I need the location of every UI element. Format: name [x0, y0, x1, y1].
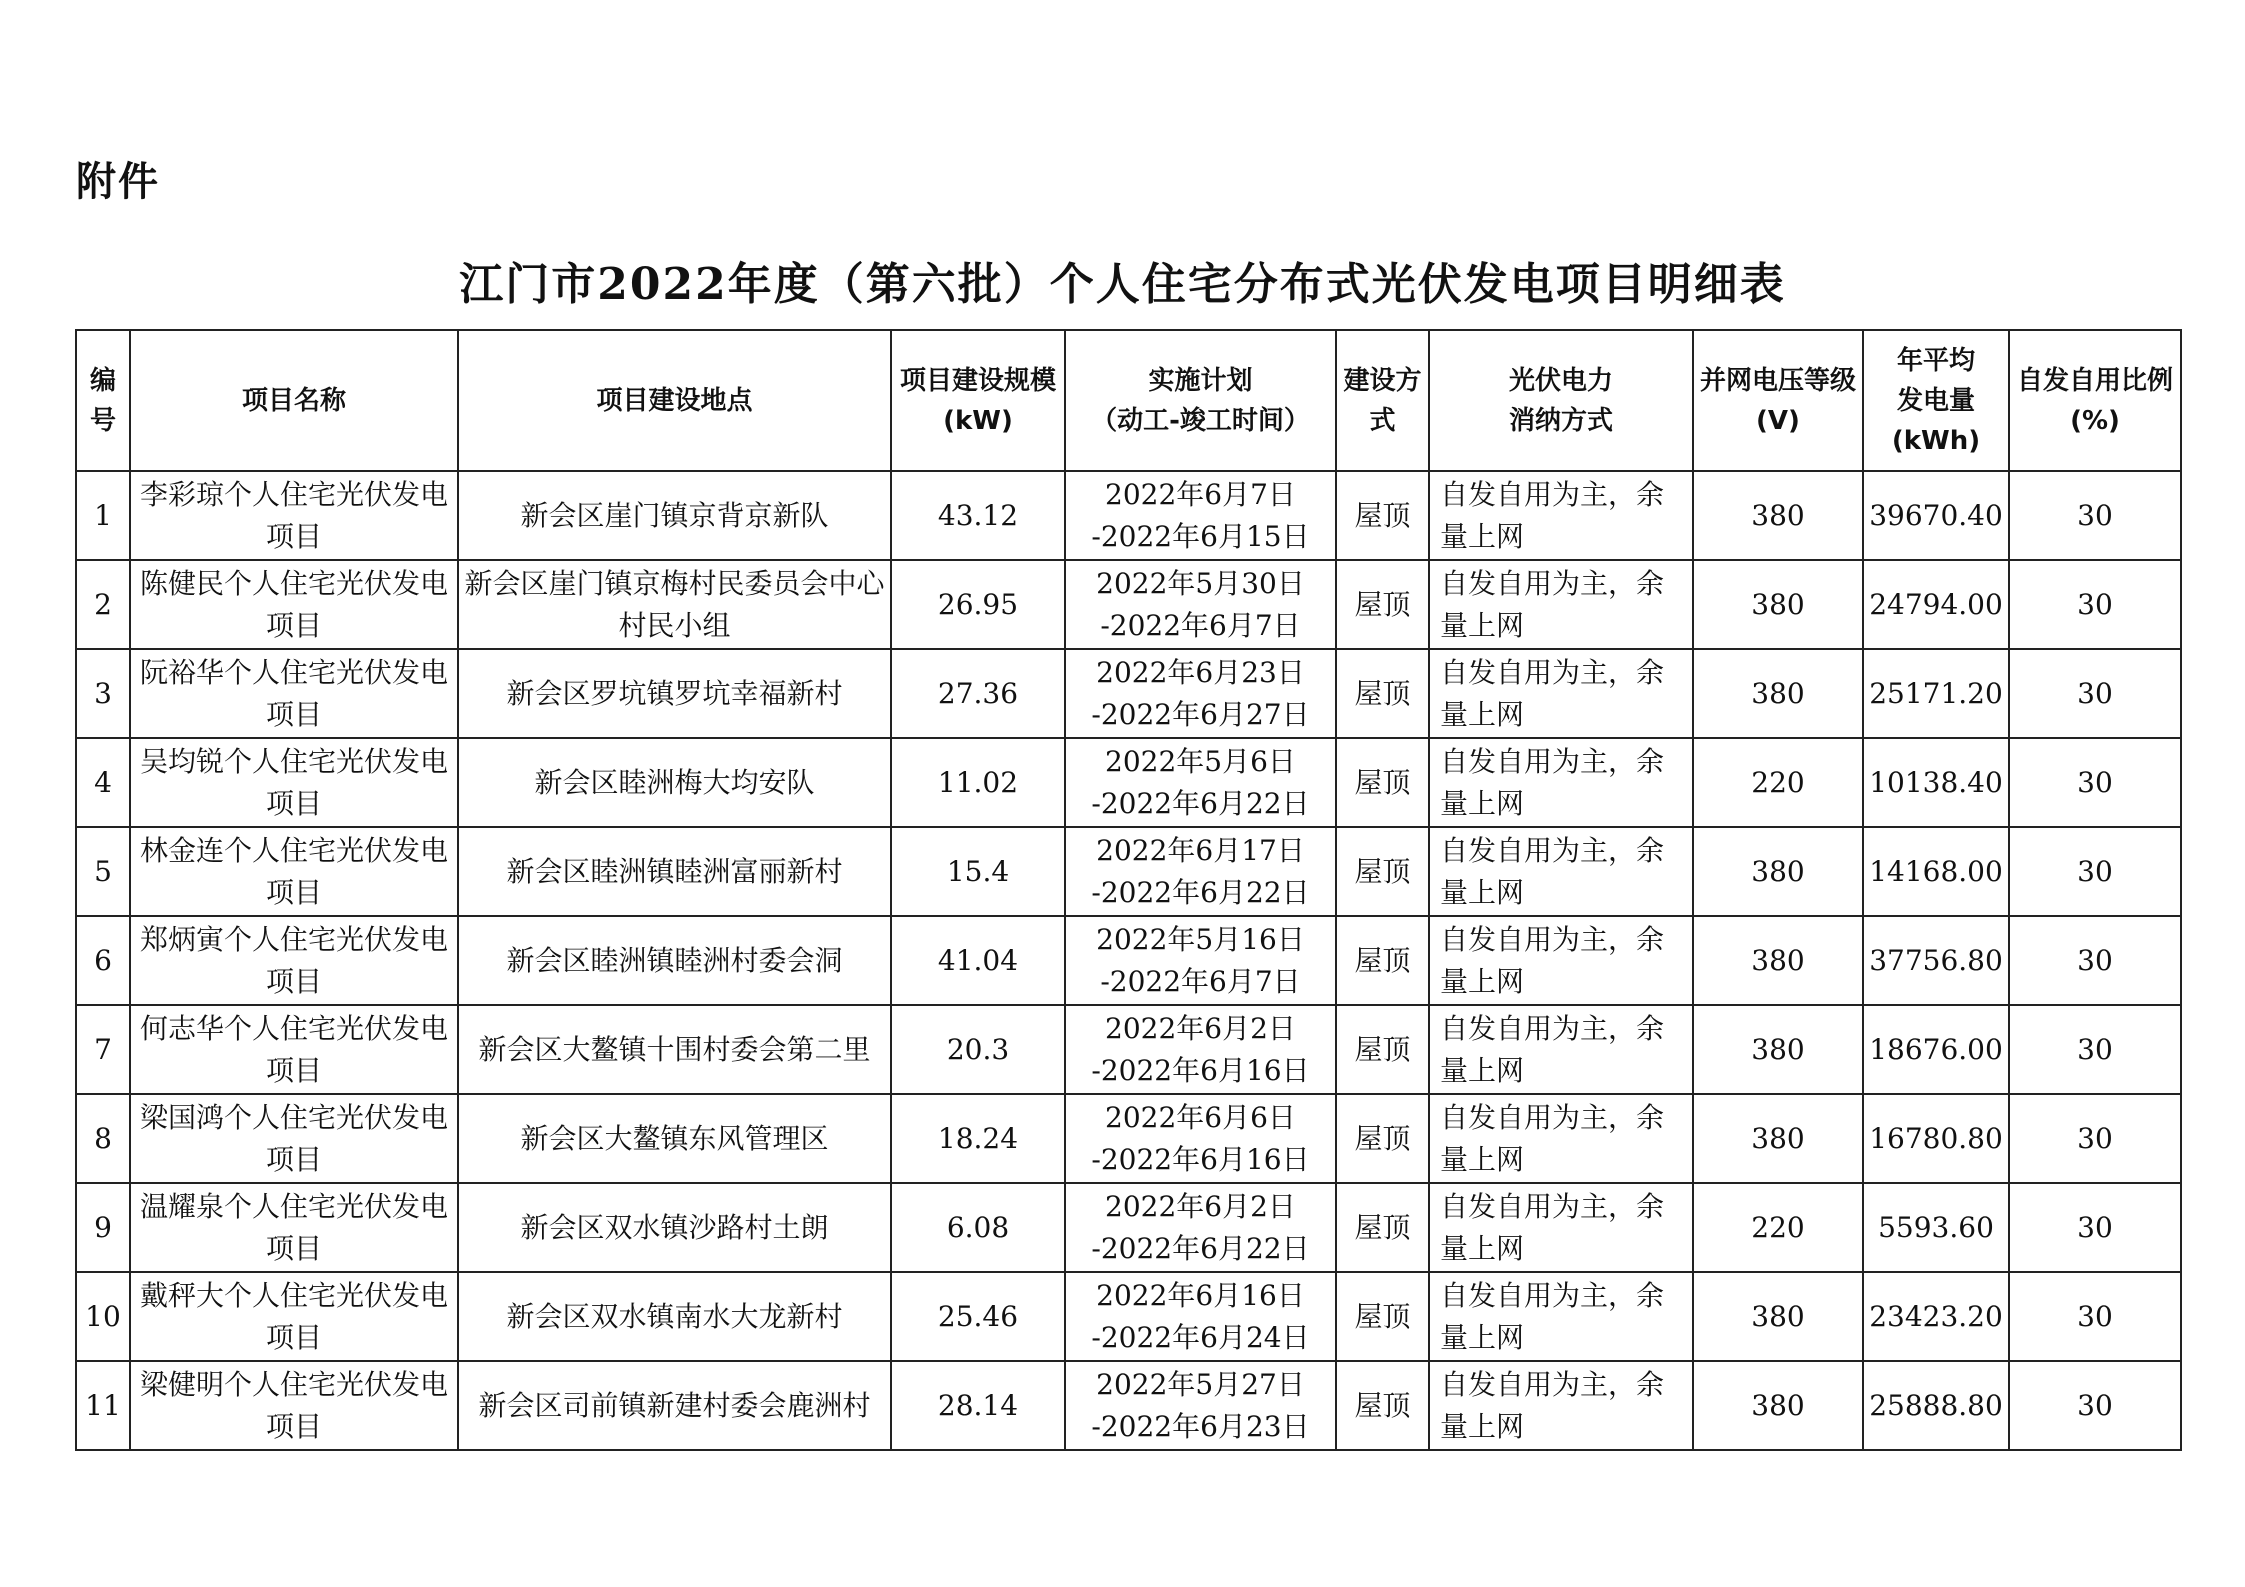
document-title: 江门市2022年度（第六批）个人住宅分布式光伏发电项目明细表: [459, 259, 1786, 310]
header-no: 编号: [76, 330, 130, 471]
cell-voltage: 380: [1693, 1094, 1863, 1183]
table-row: [76, 471, 2181, 560]
cell-no: 5: [76, 827, 130, 916]
cell-ratio: 30: [2009, 916, 2181, 1005]
table-row: [76, 827, 2181, 916]
cell-ratio: 30: [2009, 1183, 2181, 1272]
cell-voltage: 380: [1693, 1361, 1863, 1450]
cell-plan: 2022年5月16日 -2022年6月7日: [1065, 916, 1336, 1005]
header-method: 建设方式: [1336, 330, 1429, 471]
cell-consume-method: 自发自用为主，余量上网: [1429, 1094, 1693, 1183]
cell-method: 屋顶: [1336, 827, 1429, 916]
cell-project-name: 梁健明个人住宅光伏发电项目: [130, 1361, 458, 1450]
cell-plan: 2022年6月7日 -2022年6月15日: [1065, 471, 1336, 560]
cell-energy: 25888.80: [1863, 1361, 2009, 1450]
cell-consume-method: 自发自用为主，余量上网: [1429, 916, 1693, 1005]
table-row: [76, 1094, 2181, 1183]
cell-no: 4: [76, 738, 130, 827]
cell-voltage: 380: [1693, 649, 1863, 738]
cell-location: 新会区大鳌镇东风管理区: [458, 1094, 891, 1183]
table-row: [76, 1183, 2181, 1272]
cell-no: 2: [76, 560, 130, 649]
cell-consume-method: 自发自用为主，余量上网: [1429, 827, 1693, 916]
header-name: 项目名称: [130, 330, 458, 471]
cell-energy: 18676.00: [1863, 1005, 2009, 1094]
cell-scale: 20.3: [891, 1005, 1065, 1094]
cell-plan: 2022年6月23日 -2022年6月27日: [1065, 649, 1336, 738]
cell-no: 10: [76, 1272, 130, 1361]
cell-scale: 27.36: [891, 649, 1065, 738]
cell-consume-method: 自发自用为主，余量上网: [1429, 1361, 1693, 1450]
cell-project-name: 吴均锐个人住宅光伏发电项目: [130, 738, 458, 827]
cell-consume-method: 自发自用为主，余量上网: [1429, 471, 1693, 560]
cell-energy: 5593.60: [1863, 1183, 2009, 1272]
cell-plan: 2022年6月6日 -2022年6月16日: [1065, 1094, 1336, 1183]
cell-method: 屋顶: [1336, 1005, 1429, 1094]
cell-scale: 41.04: [891, 916, 1065, 1005]
cell-scale: 43.12: [891, 471, 1065, 560]
header-scale: 项目建设规模 (kW): [891, 330, 1065, 471]
attachment-label: 附件: [76, 159, 160, 205]
cell-location: 新会区睦洲镇睦洲村委会洞: [458, 916, 891, 1005]
table-row: [76, 1272, 2181, 1361]
cell-scale: 18.24: [891, 1094, 1065, 1183]
cell-location: 新会区双水镇沙路村土朗: [458, 1183, 891, 1272]
cell-scale: 28.14: [891, 1361, 1065, 1450]
header-voltage: 并网电压等级 (V): [1693, 330, 1863, 471]
cell-plan: 2022年6月2日 -2022年6月16日: [1065, 1005, 1336, 1094]
cell-ratio: 30: [2009, 738, 2181, 827]
cell-voltage: 380: [1693, 1005, 1863, 1094]
cell-no: 1: [76, 471, 130, 560]
cell-energy: 25171.20: [1863, 649, 2009, 738]
cell-ratio: 30: [2009, 1094, 2181, 1183]
cell-energy: 39670.40: [1863, 471, 2009, 560]
cell-no: 11: [76, 1361, 130, 1450]
cell-project-name: 李彩琼个人住宅光伏发电项目: [130, 471, 458, 560]
cell-energy: 23423.20: [1863, 1272, 2009, 1361]
cell-method: 屋顶: [1336, 916, 1429, 1005]
cell-scale: 25.46: [891, 1272, 1065, 1361]
cell-project-name: 郑炳寅个人住宅光伏发电项目: [130, 916, 458, 1005]
cell-consume-method: 自发自用为主，余量上网: [1429, 560, 1693, 649]
cell-method: 屋顶: [1336, 1183, 1429, 1272]
header-row: [76, 330, 2181, 471]
cell-energy: 37756.80: [1863, 916, 2009, 1005]
cell-ratio: 30: [2009, 560, 2181, 649]
header-location: 项目建设地点: [458, 330, 891, 471]
cell-voltage: 380: [1693, 827, 1863, 916]
cell-plan: 2022年5月27日 -2022年6月23日: [1065, 1361, 1336, 1450]
cell-energy: 24794.00: [1863, 560, 2009, 649]
cell-method: 屋顶: [1336, 1272, 1429, 1361]
cell-method: 屋顶: [1336, 649, 1429, 738]
cell-plan: 2022年5月6日 -2022年6月22日: [1065, 738, 1336, 827]
cell-no: 9: [76, 1183, 130, 1272]
cell-ratio: 30: [2009, 649, 2181, 738]
cell-method: 屋顶: [1336, 471, 1429, 560]
cell-location: 新会区罗坑镇罗坑幸福新村: [458, 649, 891, 738]
cell-location: 新会区崖门镇京背京新队: [458, 471, 891, 560]
cell-consume-method: 自发自用为主，余量上网: [1429, 1183, 1693, 1272]
cell-scale: 26.95: [891, 560, 1065, 649]
cell-no: 8: [76, 1094, 130, 1183]
cell-location: 新会区大鳌镇十围村委会第二里: [458, 1005, 891, 1094]
cell-energy: 16780.80: [1863, 1094, 2009, 1183]
cell-consume-method: 自发自用为主，余量上网: [1429, 1005, 1693, 1094]
table-row: [76, 916, 2181, 1005]
cell-plan: 2022年6月2日 -2022年6月22日: [1065, 1183, 1336, 1272]
cell-project-name: 陈健民个人住宅光伏发电项目: [130, 560, 458, 649]
cell-location: 新会区崖门镇京梅村民委员会中心村民小组: [458, 560, 891, 649]
cell-voltage: 380: [1693, 560, 1863, 649]
cell-ratio: 30: [2009, 1361, 2181, 1450]
cell-energy: 10138.40: [1863, 738, 2009, 827]
cell-location: 新会区睦洲镇睦洲富丽新村: [458, 827, 891, 916]
header-ratio: 自发自用比例 (%): [2009, 330, 2181, 471]
cell-scale: 11.02: [891, 738, 1065, 827]
cell-location: 新会区双水镇南水大龙新村: [458, 1272, 891, 1361]
cell-project-name: 阮裕华个人住宅光伏发电项目: [130, 649, 458, 738]
cell-ratio: 30: [2009, 1005, 2181, 1094]
header-consume: 光伏电力 消纳方式: [1429, 330, 1693, 471]
cell-no: 6: [76, 916, 130, 1005]
cell-plan: 2022年5月30日 -2022年6月7日: [1065, 560, 1336, 649]
cell-scale: 6.08: [891, 1183, 1065, 1272]
cell-method: 屋顶: [1336, 738, 1429, 827]
cell-project-name: 戴秤大个人住宅光伏发电项目: [130, 1272, 458, 1361]
cell-project-name: 梁国鸿个人住宅光伏发电项目: [130, 1094, 458, 1183]
cell-location: 新会区睦洲梅大均安队: [458, 738, 891, 827]
cell-method: 屋顶: [1336, 560, 1429, 649]
cell-voltage: 220: [1693, 1183, 1863, 1272]
cell-project-name: 林金连个人住宅光伏发电项目: [130, 827, 458, 916]
cell-plan: 2022年6月17日 -2022年6月22日: [1065, 827, 1336, 916]
cell-plan: 2022年6月16日 -2022年6月24日: [1065, 1272, 1336, 1361]
cell-ratio: 30: [2009, 1272, 2181, 1361]
cell-consume-method: 自发自用为主，余量上网: [1429, 738, 1693, 827]
cell-project-name: 温耀泉个人住宅光伏发电项目: [130, 1183, 458, 1272]
cell-method: 屋顶: [1336, 1361, 1429, 1450]
project-table: [75, 329, 2182, 1451]
cell-voltage: 380: [1693, 1272, 1863, 1361]
cell-voltage: 220: [1693, 738, 1863, 827]
cell-no: 7: [76, 1005, 130, 1094]
cell-no: 3: [76, 649, 130, 738]
cell-ratio: 30: [2009, 827, 2181, 916]
header-energy: 年平均 发电量 (kWh): [1863, 330, 2009, 471]
cell-ratio: 30: [2009, 471, 2181, 560]
cell-voltage: 380: [1693, 471, 1863, 560]
cell-scale: 15.4: [891, 827, 1065, 916]
header-plan: 实施计划 （动工-竣工时间）: [1065, 330, 1336, 471]
table-row: [76, 649, 2181, 738]
table-row: [76, 1005, 2181, 1094]
cell-consume-method: 自发自用为主，余量上网: [1429, 649, 1693, 738]
cell-consume-method: 自发自用为主，余量上网: [1429, 1272, 1693, 1361]
cell-project-name: 何志华个人住宅光伏发电项目: [130, 1005, 458, 1094]
cell-voltage: 380: [1693, 916, 1863, 1005]
table-row: [76, 738, 2181, 827]
cell-location: 新会区司前镇新建村委会鹿洲村: [458, 1361, 891, 1450]
table-row: [76, 560, 2181, 649]
cell-energy: 14168.00: [1863, 827, 2009, 916]
cell-method: 屋顶: [1336, 1094, 1429, 1183]
table-row: [76, 1361, 2181, 1450]
